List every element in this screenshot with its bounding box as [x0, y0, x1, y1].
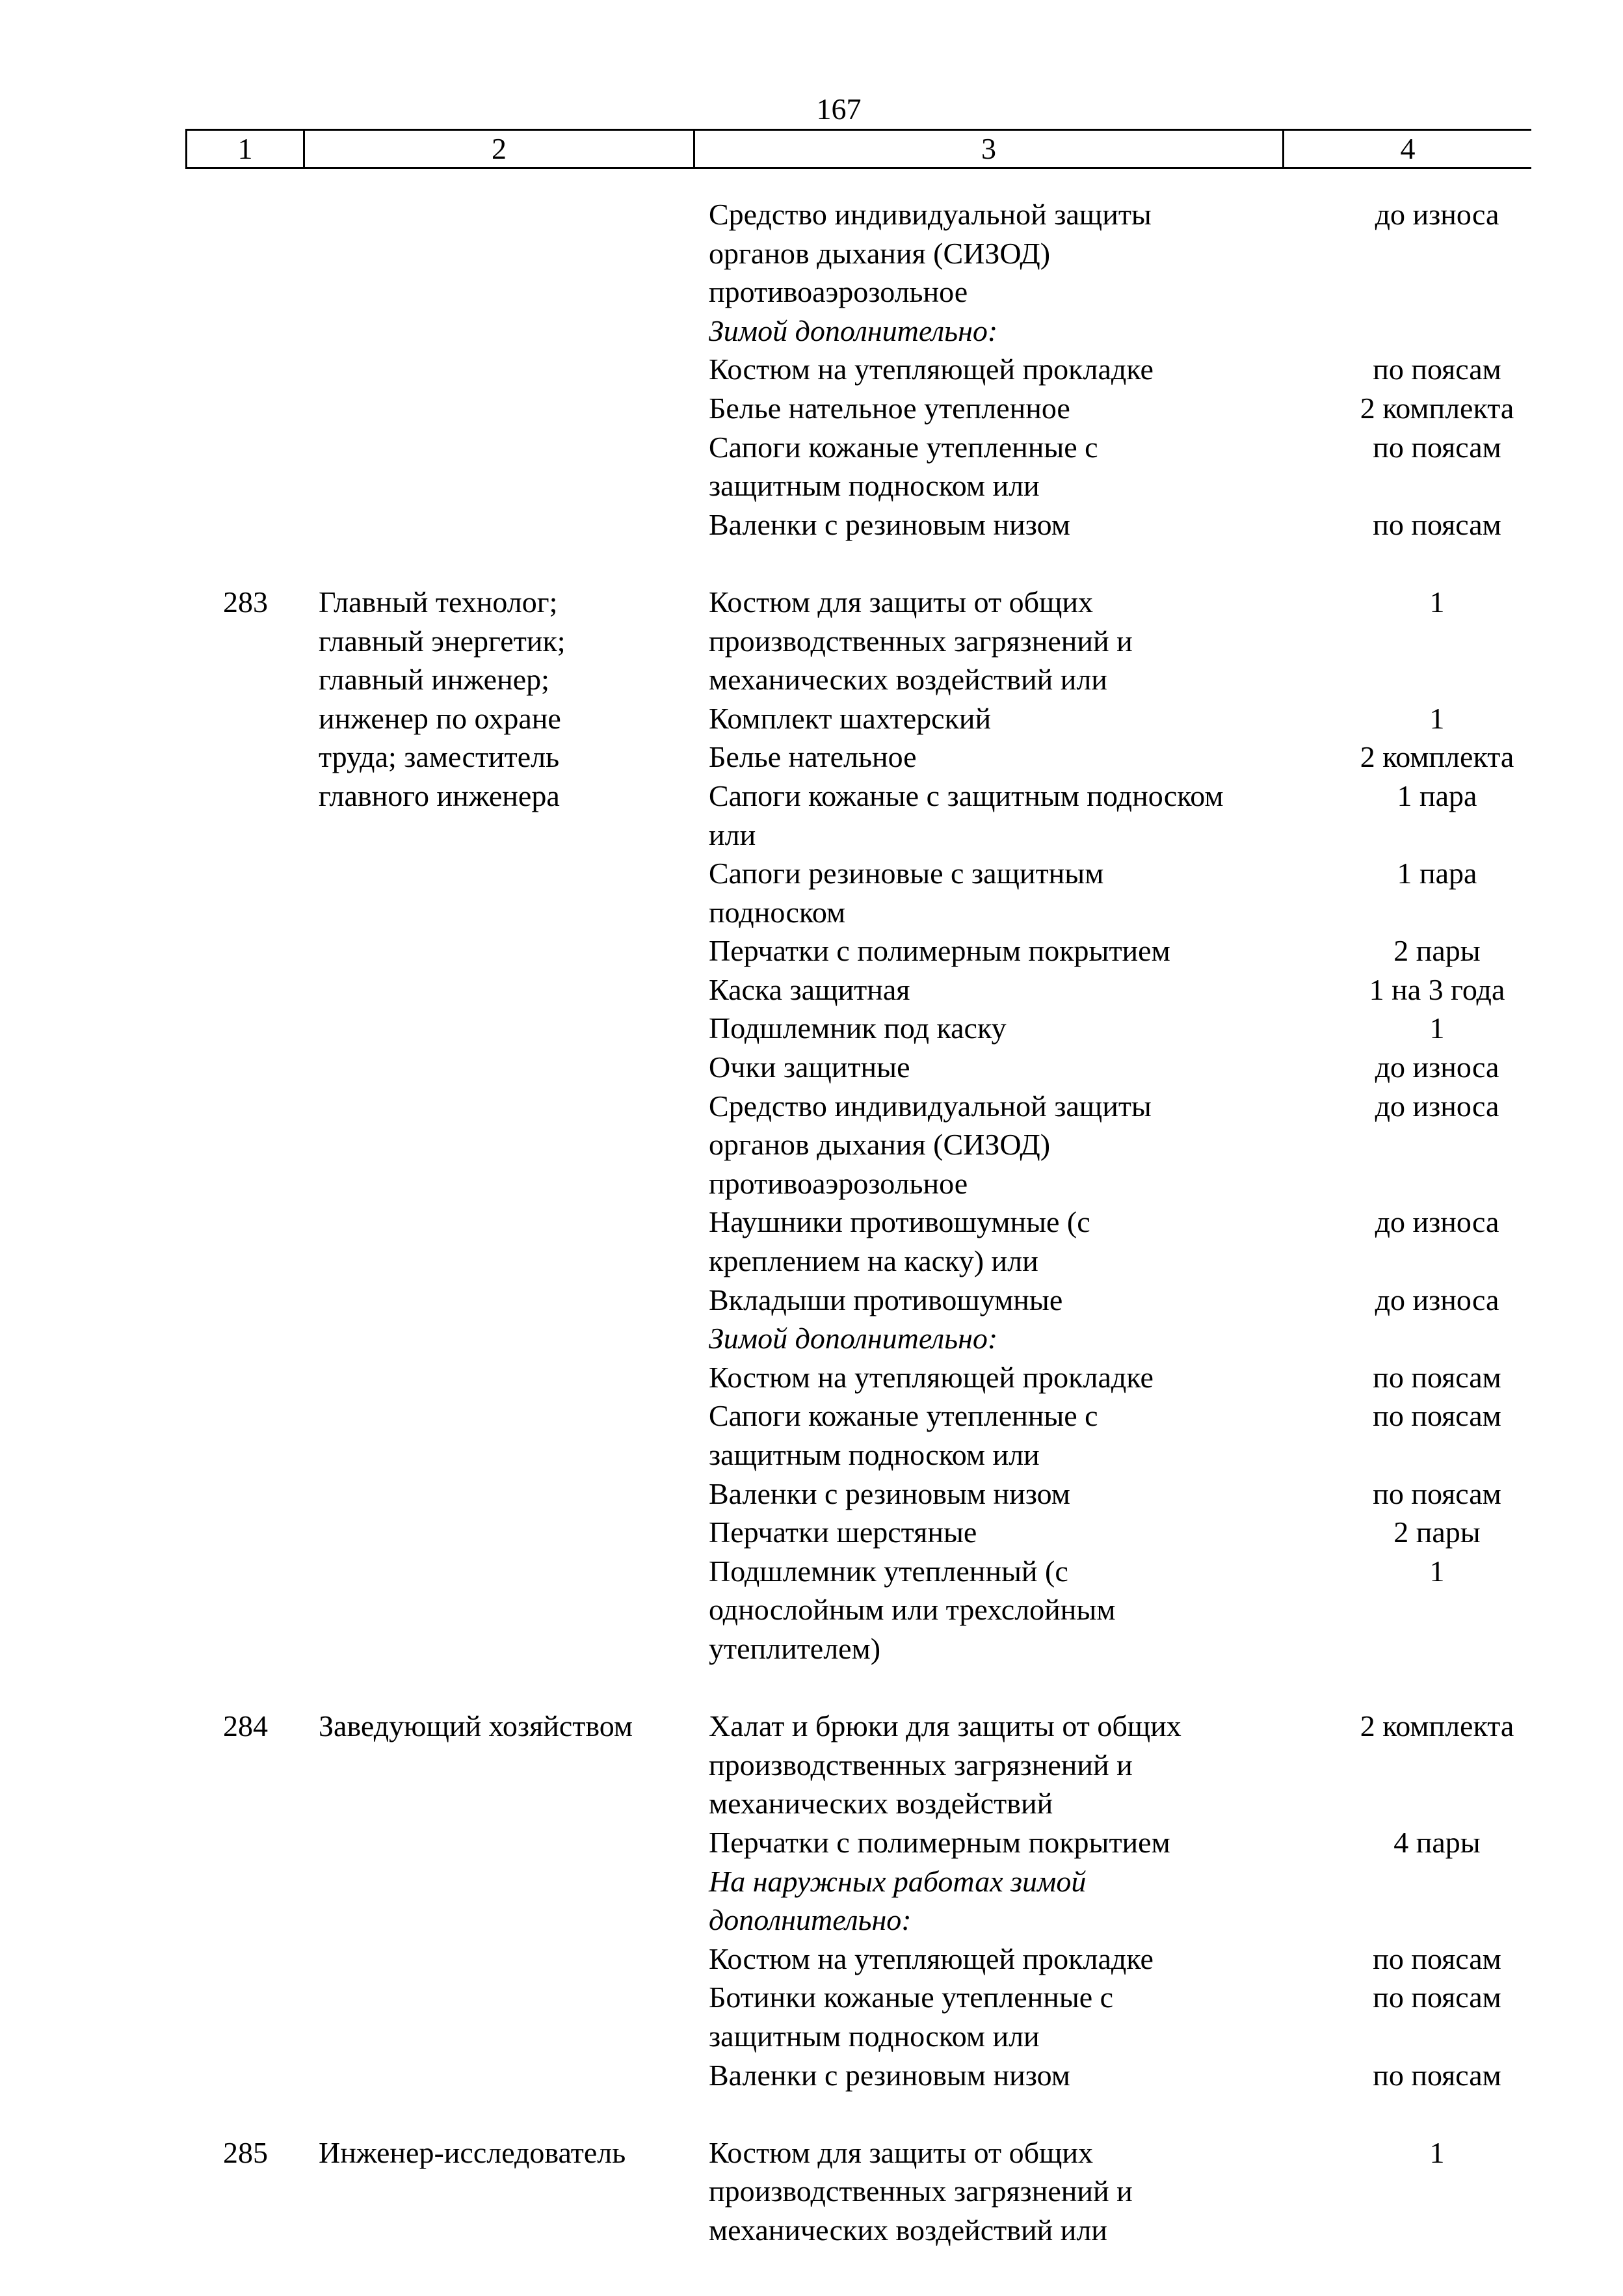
protective-item: Валенки с резиновым низом [709, 1476, 1070, 1510]
table-line [0, 1125, 1623, 1164]
table-line [0, 1746, 1623, 1785]
protective-item: Средство индивидуальной защиты [709, 198, 1152, 231]
protective-item: Сапоги резиновые с защитным [709, 857, 1104, 890]
table-line [0, 622, 1623, 661]
issue-norm: 1 [1429, 701, 1445, 735]
job-title: Главный технолог; [319, 585, 558, 619]
table-line [0, 1552, 1623, 1591]
issue-norm: 4 пары [1393, 1825, 1481, 1859]
protective-item: Белье нательное утепленное [709, 391, 1070, 425]
protective-item: производственных загрязнений и [709, 1748, 1133, 1782]
column-header-3: 3 [695, 131, 1284, 167]
table-line [0, 1435, 1623, 1475]
protective-item: Костюм для защиты от общих [709, 585, 1094, 619]
row-number: 285 [223, 2135, 268, 2169]
table-line [0, 2172, 1623, 2211]
protective-item: Костюм на утепляющей прокладке [709, 353, 1154, 386]
table-line [0, 777, 1623, 816]
protective-item: защитным подноском или [709, 1438, 1040, 1471]
job-title: главного инженера [319, 779, 560, 812]
table-line [0, 1707, 1623, 1746]
table-line [0, 1629, 1623, 1668]
table-line [0, 738, 1623, 777]
protective-item: подноском [709, 895, 846, 929]
issue-norm: 2 комплекта [1360, 391, 1514, 425]
issue-norm: 2 комплекта [1360, 740, 1514, 774]
table-line [0, 2017, 1623, 2056]
job-title: Заведующий хозяйством [319, 1709, 633, 1743]
column-header-1: 1 [187, 131, 305, 167]
table-body [0, 195, 1623, 2249]
issue-norm: 2 пары [1393, 934, 1481, 968]
table-line [0, 195, 1623, 234]
table-line [0, 2133, 1623, 2172]
table-line [0, 1203, 1623, 1242]
table-line [0, 2056, 1623, 2095]
table-line [0, 660, 1623, 699]
table-line [0, 234, 1623, 273]
job-title: труда; заместитель [319, 740, 560, 774]
protective-item: Каска защитная [709, 972, 910, 1006]
table-line [0, 428, 1623, 467]
table-line [0, 1319, 1623, 1358]
issue-norm: 1 [1429, 585, 1445, 619]
protective-item: защитным подноском или [709, 2019, 1040, 2053]
issue-norm: 1 [1429, 1554, 1445, 1588]
protective-item: Очки защитные [709, 1050, 910, 1084]
table-line [0, 273, 1623, 312]
table-line [0, 1281, 1623, 1320]
protective-item: Вкладыши противошумные [709, 1283, 1063, 1316]
protective-item: Подшлемник утепленный (с [709, 1554, 1068, 1588]
table-line [0, 1009, 1623, 1048]
issue-norm: по поясам [1373, 507, 1501, 541]
table-line [0, 312, 1623, 351]
job-title: инженер по охране [319, 701, 561, 735]
protective-item: На наружных работах зимой [709, 1864, 1087, 1898]
protective-item: Костюм на утепляющей прокладке [709, 1360, 1154, 1394]
table-line [0, 893, 1623, 932]
protective-item: Перчатки шерстяные [709, 1515, 977, 1549]
table-line [0, 1823, 1623, 1862]
table-line [0, 1475, 1623, 1514]
protective-item: Костюм на утепляющей прокладке [709, 1942, 1154, 1975]
table-line [0, 1901, 1623, 1940]
protective-item: производственных загрязнений и [709, 624, 1133, 658]
job-title: главный энергетик; [319, 624, 566, 658]
row-gap [0, 544, 1623, 583]
issue-norm: по поясам [1373, 353, 1501, 386]
protective-item: защитным подноском или [709, 469, 1040, 503]
issue-norm: по поясам [1373, 1476, 1501, 1510]
protective-item: Перчатки с полимерным покрытием [709, 1825, 1170, 1859]
table-line [0, 1784, 1623, 1823]
issue-norm: 1 пара [1397, 857, 1477, 890]
issue-norm: до износа [1375, 198, 1499, 231]
row-number: 284 [223, 1709, 268, 1743]
table-line [0, 1862, 1623, 1901]
table-line [0, 816, 1623, 855]
protective-item: Зимой дополнительно: [709, 314, 998, 347]
column-header-4: 4 [1400, 132, 1416, 165]
table-line [0, 2211, 1623, 2250]
protective-item: креплением на каску) или [709, 1244, 1038, 1278]
table-line [0, 350, 1623, 389]
protective-item: однослойным или трехслойным [709, 1593, 1116, 1627]
protective-item: механических воздействий или [709, 2213, 1107, 2247]
table-line [0, 1164, 1623, 1203]
table-line [0, 583, 1623, 622]
table-line [0, 970, 1623, 1009]
issue-norm: по поясам [1373, 1981, 1501, 2014]
protective-item: Перчатки с полимерным покрытием [709, 934, 1170, 968]
protective-item: Валенки с резиновым низом [709, 507, 1070, 541]
job-title: главный инженер; [319, 663, 549, 697]
issue-norm: по поясам [1373, 1942, 1501, 1975]
table-line [0, 505, 1623, 544]
table-line [0, 854, 1623, 893]
issue-norm: 2 пары [1393, 1515, 1481, 1549]
protective-item: механических воздействий [709, 1787, 1053, 1821]
table-line [0, 1242, 1623, 1281]
protective-item: Костюм для защиты от общих [709, 2135, 1094, 2169]
table-line [0, 1513, 1623, 1552]
page-number: 167 [816, 92, 862, 126]
table-column-header [185, 129, 1531, 169]
row-number: 283 [223, 585, 268, 619]
job-title: Инженер-исследователь [319, 2135, 626, 2169]
protective-item: противоаэрозольное [709, 1166, 968, 1200]
table-line [0, 699, 1623, 738]
column-header-2: 2 [305, 131, 695, 167]
issue-norm: по поясам [1373, 1399, 1501, 1433]
protective-item: органов дыхания (СИЗОД) [709, 1128, 1051, 1162]
issue-norm: 2 комплекта [1360, 1709, 1514, 1743]
row-gap [0, 2094, 1623, 2133]
protective-item: Ботинки кожаные утепленные с [709, 1981, 1114, 2014]
protective-item: Наушники противошумные (с [709, 1205, 1090, 1239]
protective-item: механических воздействий или [709, 663, 1107, 697]
table-line [0, 466, 1623, 505]
table-line [0, 1358, 1623, 1397]
table-line [0, 1978, 1623, 2017]
row-gap [0, 1668, 1623, 1707]
table-line [0, 1590, 1623, 1629]
protective-item: дополнительно: [709, 1903, 912, 1937]
protective-item: противоаэрозольное [709, 275, 968, 309]
protective-item: производственных загрязнений и [709, 2174, 1133, 2208]
protective-item: Халат и брюки для защиты от общих [709, 1709, 1181, 1743]
issue-norm: до износа [1375, 1205, 1499, 1239]
protective-item: Зимой дополнительно: [709, 1322, 998, 1355]
table-line [0, 1396, 1623, 1435]
protective-item: органов дыхания (СИЗОД) [709, 236, 1051, 270]
protective-item: Сапоги кожаные утепленные с [709, 1399, 1098, 1433]
issue-norm: до износа [1375, 1283, 1499, 1316]
protective-item: Подшлемник под каску [709, 1011, 1007, 1045]
protective-item: или [709, 818, 756, 851]
table-line [0, 389, 1623, 428]
table-line [0, 1940, 1623, 1979]
issue-norm: до износа [1375, 1089, 1499, 1123]
table-line [0, 1087, 1623, 1126]
issue-norm: по поясам [1373, 430, 1501, 464]
table-line [0, 931, 1623, 970]
protective-item: утеплителем) [709, 1631, 881, 1665]
issue-norm: 1 [1429, 1011, 1445, 1045]
issue-norm: 1 [1429, 2135, 1445, 2169]
protective-item: Комплект шахтерский [709, 701, 992, 735]
issue-norm: до износа [1375, 1050, 1499, 1084]
protective-item: Сапоги кожаные с защитным подноском [709, 779, 1224, 812]
issue-norm: по поясам [1373, 1360, 1501, 1394]
protective-item: Средство индивидуальной защиты [709, 1089, 1152, 1123]
protective-item: Белье нательное [709, 740, 917, 774]
issue-norm: по поясам [1373, 2058, 1501, 2092]
issue-norm: 1 пара [1397, 779, 1477, 812]
table-line [0, 1048, 1623, 1087]
issue-norm: 1 на 3 года [1369, 972, 1505, 1006]
protective-item: Сапоги кожаные утепленные с [709, 430, 1098, 464]
protective-item: Валенки с резиновым низом [709, 2058, 1070, 2092]
